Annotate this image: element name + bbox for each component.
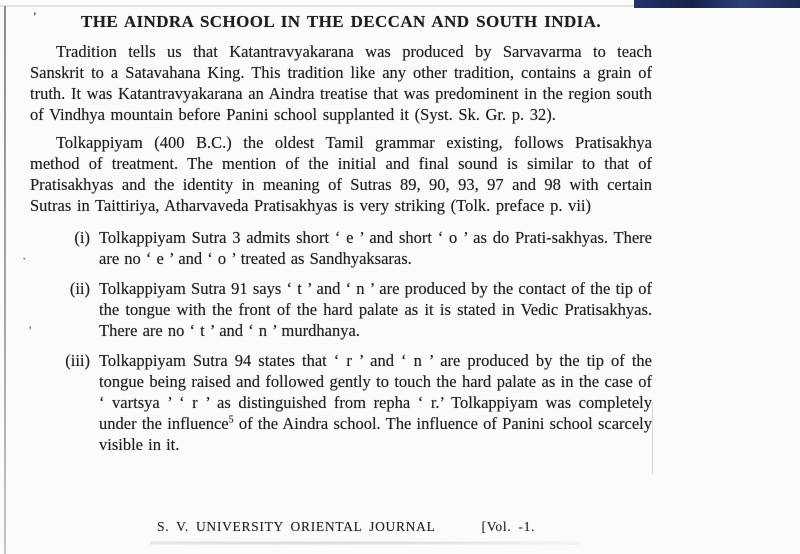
scan-corner-navy-bar — [634, 0, 800, 8]
list-item-text: Tolkappiyam Sutra 91 says ‘ t ’ and ‘ n ’ are produced by the contact of the tip of the tongue with the front of the hard palate as it is stated in Vedic Pratisakhyas. There are no ‘ t ’ and ‘ n ’ murdhanya. — [99, 279, 652, 340]
list-item-label: (i) — [74, 228, 90, 247]
list-item-iii — [30, 350, 652, 455]
paragraph-tolkappiyam: Tolkappiyam (400 B.C.) the oldest Tamil grammar existing, follows Pratisakhya method of treatment. The mention of the initial and final sound is similar to that of Pratisakhyas and the identity in meaning of Sutras 89, 90, 93, 97 and 98 with certain Sutras in Taittiriya, Atharvaveda Pratisakhyas is very striking (Tolk. preface p. vii) — [30, 133, 652, 215]
list-item-i — [30, 227, 652, 269]
list-item-ii — [30, 278, 652, 341]
list-item-label: (iii) — [65, 351, 90, 370]
volume-label: [Vol. -1. — [481, 519, 536, 534]
journal-name: S. V. UNIVERSITY ORIENTAL JOURNAL — [157, 519, 436, 534]
scan-artifact-mark: · — [22, 251, 27, 266]
scan-bottom-smudge — [150, 540, 580, 546]
list-item-text — [99, 350, 652, 455]
paragraph-tradition: Tradition tells us that Katantravyakarana was produced by Sarvavarma to teach Sanskrit to a Satavahana King. This tradition like any other tradition, contains a grain of truth. It was Katantravyakarana an Aindra treatise that was predominent in the region south of Vindhya mountain before Panini school supplanted it (Syst. Sk. Gr. p. 32). — [30, 42, 652, 124]
page-title: THE AINDRA SCHOOL IN THE DECCAN AND SOUTH INDIA. — [81, 12, 601, 31]
scan-top-edge-line — [0, 5, 636, 7]
scan-crease-line — [652, 402, 653, 474]
numbered-list — [30, 227, 652, 455]
scan-left-edge-line — [4, 6, 6, 554]
list-item-text: Tolkappiyam Sutra 3 admits short ‘ e ’ and short ‘ o ’ as do Prati-sakhyas. There are no ‘ e ’ and ‘ o ’ treated as Sandhyaksaras. — [99, 228, 652, 268]
page-content — [30, 10, 652, 464]
footnote-marker: 5 — [228, 414, 234, 426]
list-item-label: (ii) — [69, 279, 90, 298]
scan-artifact-mark: ' — [29, 323, 32, 338]
list-item-text-part: Tolkappiyam Sutra 94 states that ‘ r ’ and ‘ n ’ are produced by the tip of the tongue being raised and followed gently to touch the hard palate as in the case of ‘ vartsya ’ ‘ r ’ as distinguished from repha ‘ r.’ Tolkappiyam was completely under the influence — [99, 351, 652, 433]
scan-artifact-mark: ' — [33, 9, 37, 24]
list-item-text-part: of the Aindra school. The influence of Panini school scarcely visible in it. — [99, 414, 652, 454]
page-footer — [157, 519, 535, 535]
